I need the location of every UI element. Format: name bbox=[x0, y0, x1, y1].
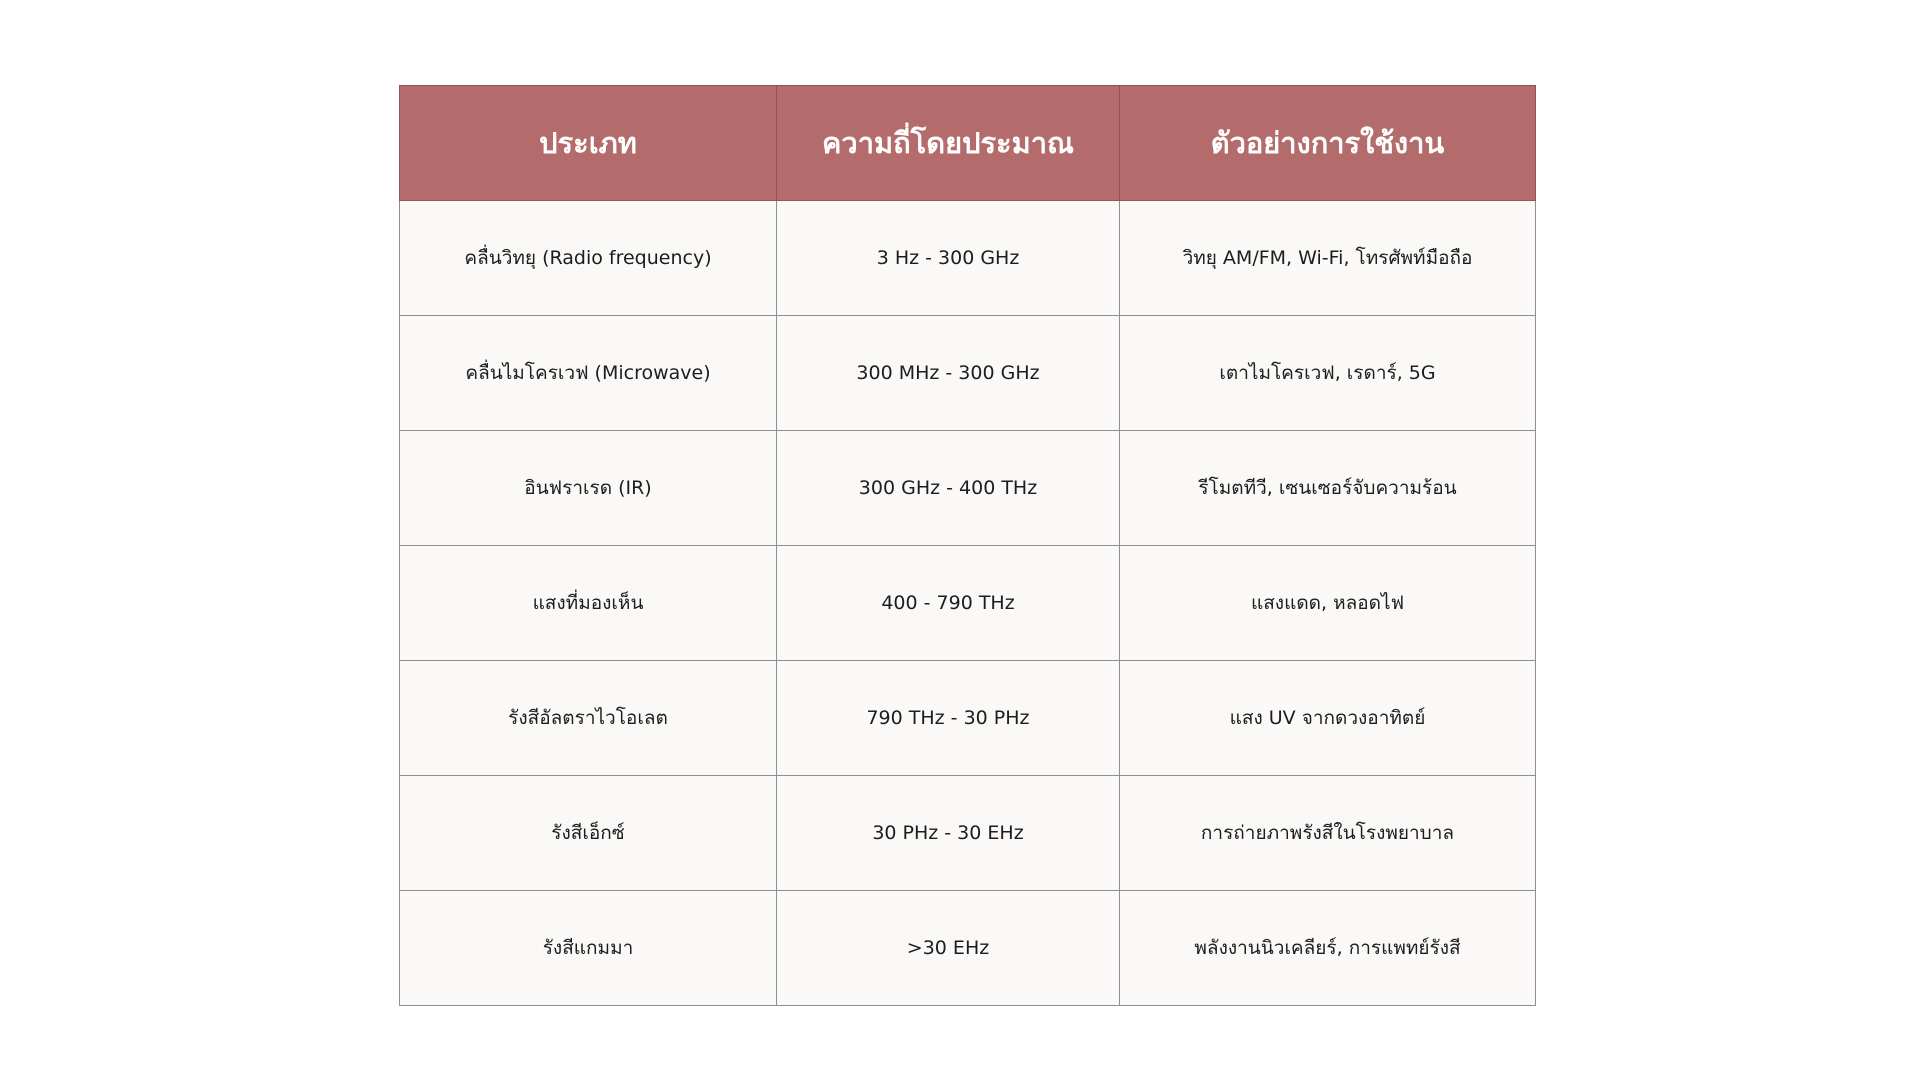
cell-type: อินฟราเรด (IR) bbox=[400, 431, 777, 546]
cell-frequency: 3 Hz - 300 GHz bbox=[777, 201, 1120, 316]
table-row bbox=[400, 546, 1536, 661]
table-row bbox=[400, 316, 1536, 431]
cell-type: แสงที่มองเห็น bbox=[400, 546, 777, 661]
cell-example-usage: พลังงานนิวเคลียร์, การแพทย์รังสี bbox=[1120, 891, 1536, 1006]
cell-example-usage: รีโมตทีวี, เซนเซอร์จับความร้อน bbox=[1120, 431, 1536, 546]
spectrum-table bbox=[399, 85, 1536, 1006]
table-row bbox=[400, 661, 1536, 776]
header-type: ประเภท bbox=[400, 86, 777, 201]
table-row bbox=[400, 201, 1536, 316]
cell-type: รังสีแกมมา bbox=[400, 891, 777, 1006]
cell-example-usage: วิทยุ AM/FM, Wi-Fi, โทรศัพท์มือถือ bbox=[1120, 201, 1536, 316]
table-row bbox=[400, 776, 1536, 891]
cell-type: คลื่นไมโครเวฟ (Microwave) bbox=[400, 316, 777, 431]
cell-frequency: 790 THz - 30 PHz bbox=[777, 661, 1120, 776]
table-row bbox=[400, 891, 1536, 1006]
cell-type: รังสีเอ็กซ์ bbox=[400, 776, 777, 891]
cell-example-usage: แสงแดด, หลอดไฟ bbox=[1120, 546, 1536, 661]
table-header-row bbox=[400, 86, 1536, 201]
cell-frequency: 300 MHz - 300 GHz bbox=[777, 316, 1120, 431]
header-example-usage: ตัวอย่างการใช้งาน bbox=[1120, 86, 1536, 201]
cell-example-usage: เตาไมโครเวฟ, เรดาร์, 5G bbox=[1120, 316, 1536, 431]
table-row bbox=[400, 431, 1536, 546]
cell-type: คลื่นวิทยุ (Radio frequency) bbox=[400, 201, 777, 316]
cell-frequency: 300 GHz - 400 THz bbox=[777, 431, 1120, 546]
cell-example-usage: การถ่ายภาพรังสีในโรงพยาบาล bbox=[1120, 776, 1536, 891]
cell-example-usage: แสง UV จากดวงอาทิตย์ bbox=[1120, 661, 1536, 776]
cell-type: รังสีอัลตราไวโอเลต bbox=[400, 661, 777, 776]
cell-frequency: 400 - 790 THz bbox=[777, 546, 1120, 661]
cell-frequency: 30 PHz - 30 EHz bbox=[777, 776, 1120, 891]
header-frequency: ความถี่โดยประมาณ bbox=[777, 86, 1120, 201]
cell-frequency: >30 EHz bbox=[777, 891, 1120, 1006]
